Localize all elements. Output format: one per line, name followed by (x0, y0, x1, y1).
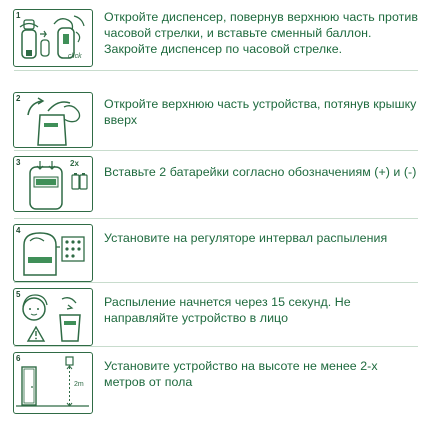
step-5-illustration (13, 288, 93, 346)
separator (14, 282, 418, 283)
battery-icon (14, 157, 91, 212)
step-number: 6 (16, 354, 21, 363)
click-label: click (68, 53, 82, 60)
interval-dial-icon (14, 225, 91, 280)
step-4-illustration (13, 224, 93, 282)
step-3 (0, 150, 430, 214)
step-1 (0, 4, 430, 68)
warning-face-icon (14, 289, 91, 344)
separator (14, 150, 418, 151)
height-label: 2m (74, 381, 84, 388)
step-2-illustration (13, 92, 93, 148)
step-3-illustration (13, 156, 93, 212)
step-1-illustration (13, 9, 93, 67)
open-lid-icon (14, 93, 91, 148)
step-number: 5 (16, 290, 21, 299)
separator (14, 218, 418, 219)
step-5-text: Распыление начнется через 15 секунд. Не направляйте устройство в лицо (104, 295, 351, 325)
step-6-text: Установите устройство на высоте не менее 2-х метров от пола (104, 359, 378, 389)
separator (14, 70, 418, 71)
step-4 (0, 218, 430, 282)
step-1-text: Откройте диспенсер, повернув верхнюю часть против часовой стрелки, и вставьте сменный баллон. Закройте диспенсер по часовой стрелке. (104, 10, 418, 56)
step-5 (0, 282, 430, 346)
step-3-text: Вставьте 2 батарейки согласно обозначениям (+) и (-) (104, 165, 417, 179)
separator (14, 346, 418, 347)
step-2-text: Откройте верхнюю часть устройства, потянув крышку вверх (104, 97, 417, 127)
step-number: 3 (16, 158, 21, 167)
step-number: 2 (16, 94, 21, 103)
step-number: 4 (16, 226, 21, 235)
step-number: 1 (16, 11, 21, 20)
battery-count: 2x (70, 159, 79, 168)
step-4-text: Установите на регуляторе интервал распыления (104, 231, 388, 245)
step-6-illustration (13, 352, 93, 414)
step-2 (0, 70, 430, 134)
step-6 (0, 346, 430, 410)
